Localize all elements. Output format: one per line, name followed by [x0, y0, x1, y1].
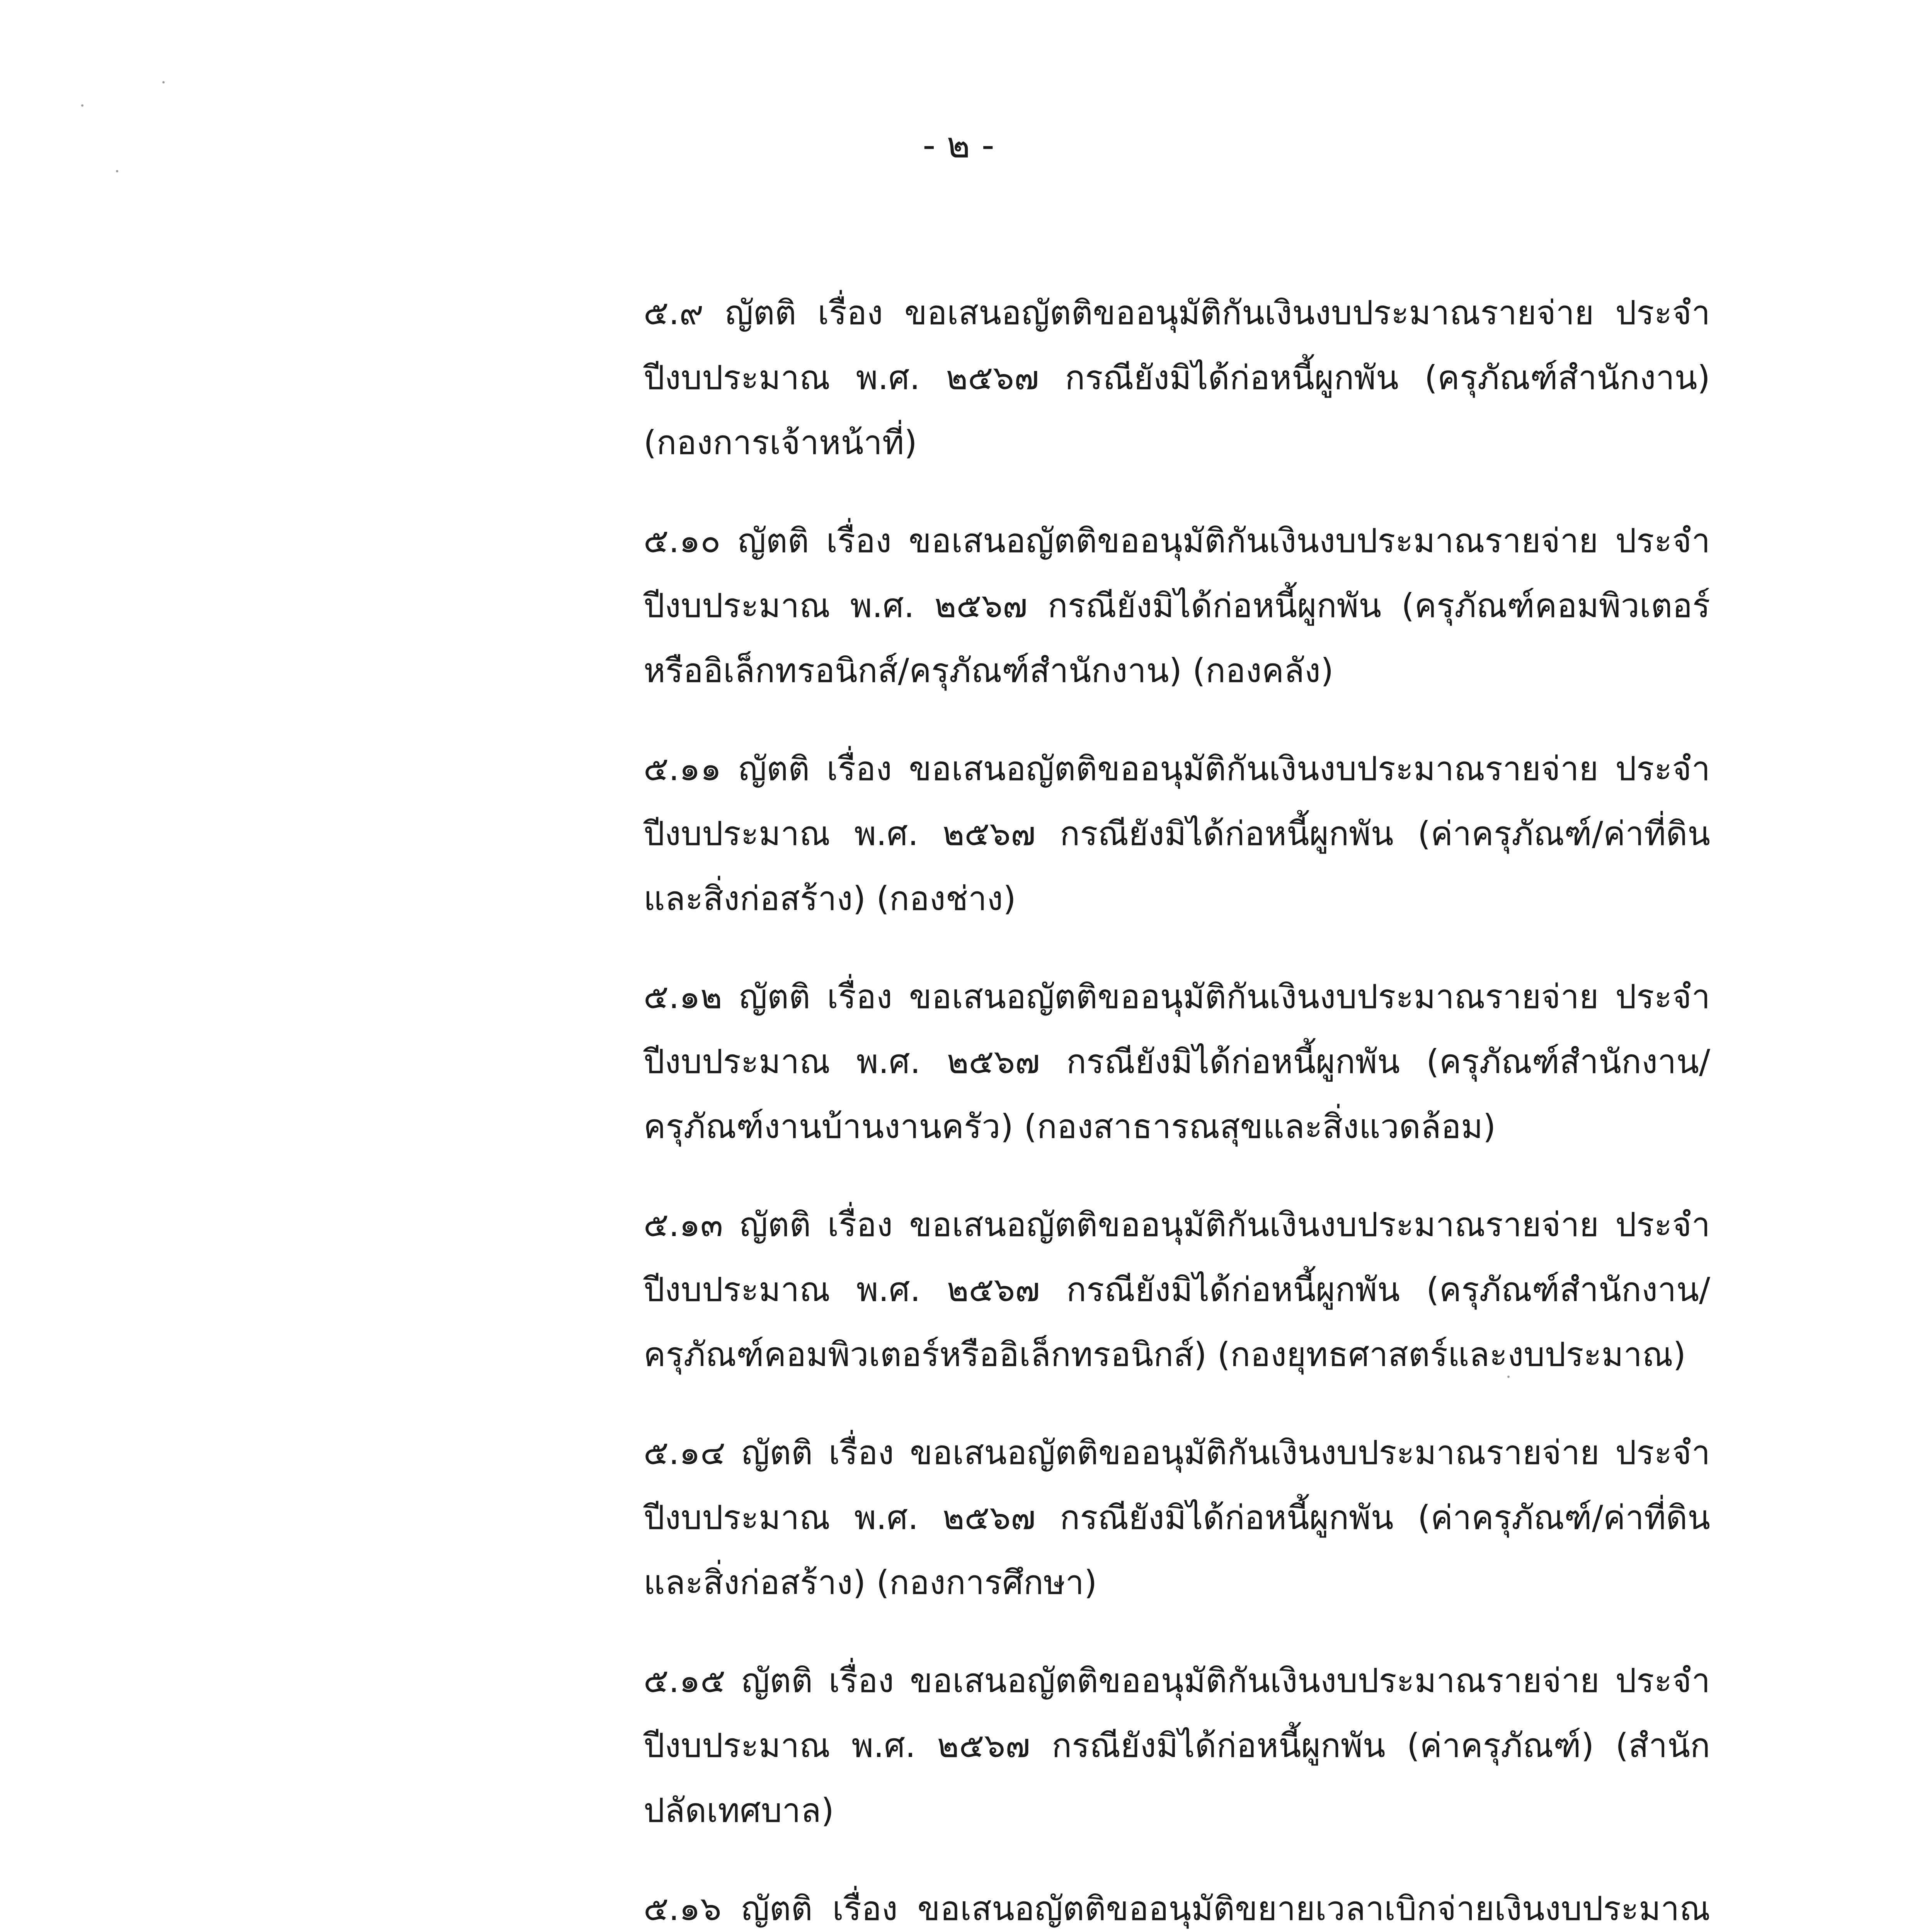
agenda-item: ๕.๙ ญัตติ เรื่อง ขอเสนอญัตติขออนุมัติกันเงินงบประมาณรายจ่าย ประจำปีงบประมาณ พ.ศ. ๒๕๖๗ กรณียังมิได้ก่อหนี้ผูกพัน (ครุภัณฑ์สำนักงาน) (กองการเจ้าหน้าที่) — [644, 294, 1710, 462]
agenda-item: ๕.๑๓ ญัตติ เรื่อง ขอเสนอญัตติขออนุมัติกันเงินงบประมาณรายจ่าย ประจำปีงบประมาณ พ.ศ. ๒๕๖๗ กรณียังมิได้ก่อหนี้ผูกพัน (ครุภัณฑ์สำนักงาน/ครุภัณฑ์คอมพิวเตอร์หรืออิเล็กทรอนิกส์) (กองยุทธศาสตร์และงบประมาณ) — [644, 1206, 1710, 1374]
page-number: - ๒ - — [923, 124, 994, 166]
scan-speck — [81, 104, 83, 107]
agenda-item: ๕.๑๕ ญัตติ เรื่อง ขอเสนอญัตติขออนุมัติกันเงินงบประมาณรายจ่าย ประจำปีงบประมาณ พ.ศ. ๒๕๖๗ กรณียังมิได้ก่อหนี้ผูกพัน (ค่าครุภัณฑ์) (สำนักปลัดเทศบาล) — [644, 1662, 1710, 1830]
agenda-item: ๕.๑๐ ญัตติ เรื่อง ขอเสนอญัตติขออนุมัติกันเงินงบประมาณรายจ่าย ประจำปีงบประมาณ พ.ศ. ๒๕๖๗ กรณียังมิได้ก่อหนี้ผูกพัน (ครุภัณฑ์คอมพิวเตอร์หรืออิเล็กทรอนิกส์/ครุภัณฑ์สำนักงาน) (กองคลัง) — [644, 522, 1710, 690]
agenda-item-list — [644, 247, 1710, 1932]
agenda-item: ๕.๑๒ ญัตติ เรื่อง ขอเสนอญัตติขออนุมัติกันเงินงบประมาณรายจ่าย ประจำปีงบประมาณ พ.ศ. ๒๕๖๗ กรณียังมิได้ก่อหนี้ผูกพัน (ครุภัณฑ์สำนักงาน/ครุภัณฑ์งานบ้านงานครัว) (กองสาธารณสุขและสิ่งแวดล้อม) — [644, 978, 1710, 1146]
agenda-item: ๕.๑๑ ญัตติ เรื่อง ขอเสนอญัตติขออนุมัติกันเงินงบประมาณรายจ่าย ประจำปีงบประมาณ พ.ศ. ๒๕๖๗ กรณียังมิได้ก่อหนี้ผูกพัน (ค่าครุภัณฑ์/ค่าที่ดินและสิ่งก่อสร้าง) (กองช่าง) — [644, 750, 1710, 918]
scan-speck — [162, 81, 165, 83]
scan-speck — [1507, 1376, 1510, 1378]
agenda-item: ๕.๑๔ ญัตติ เรื่อง ขอเสนอญัตติขออนุมัติกันเงินงบประมาณรายจ่าย ประจำปีงบประมาณ พ.ศ. ๒๕๖๗ กรณียังมิได้ก่อหนี้ผูกพัน (ค่าครุภัณฑ์/ค่าที่ดินและสิ่งก่อสร้าง) (กองการศึกษา) — [644, 1434, 1710, 1602]
scan-speck — [116, 170, 118, 172]
agenda-item: ๕.๑๖ ญัตติ เรื่อง ขอเสนอญัตติขออนุมัติขยายเวลาเบิกจ่ายเงินงบประมาณ — [644, 1889, 1710, 1928]
